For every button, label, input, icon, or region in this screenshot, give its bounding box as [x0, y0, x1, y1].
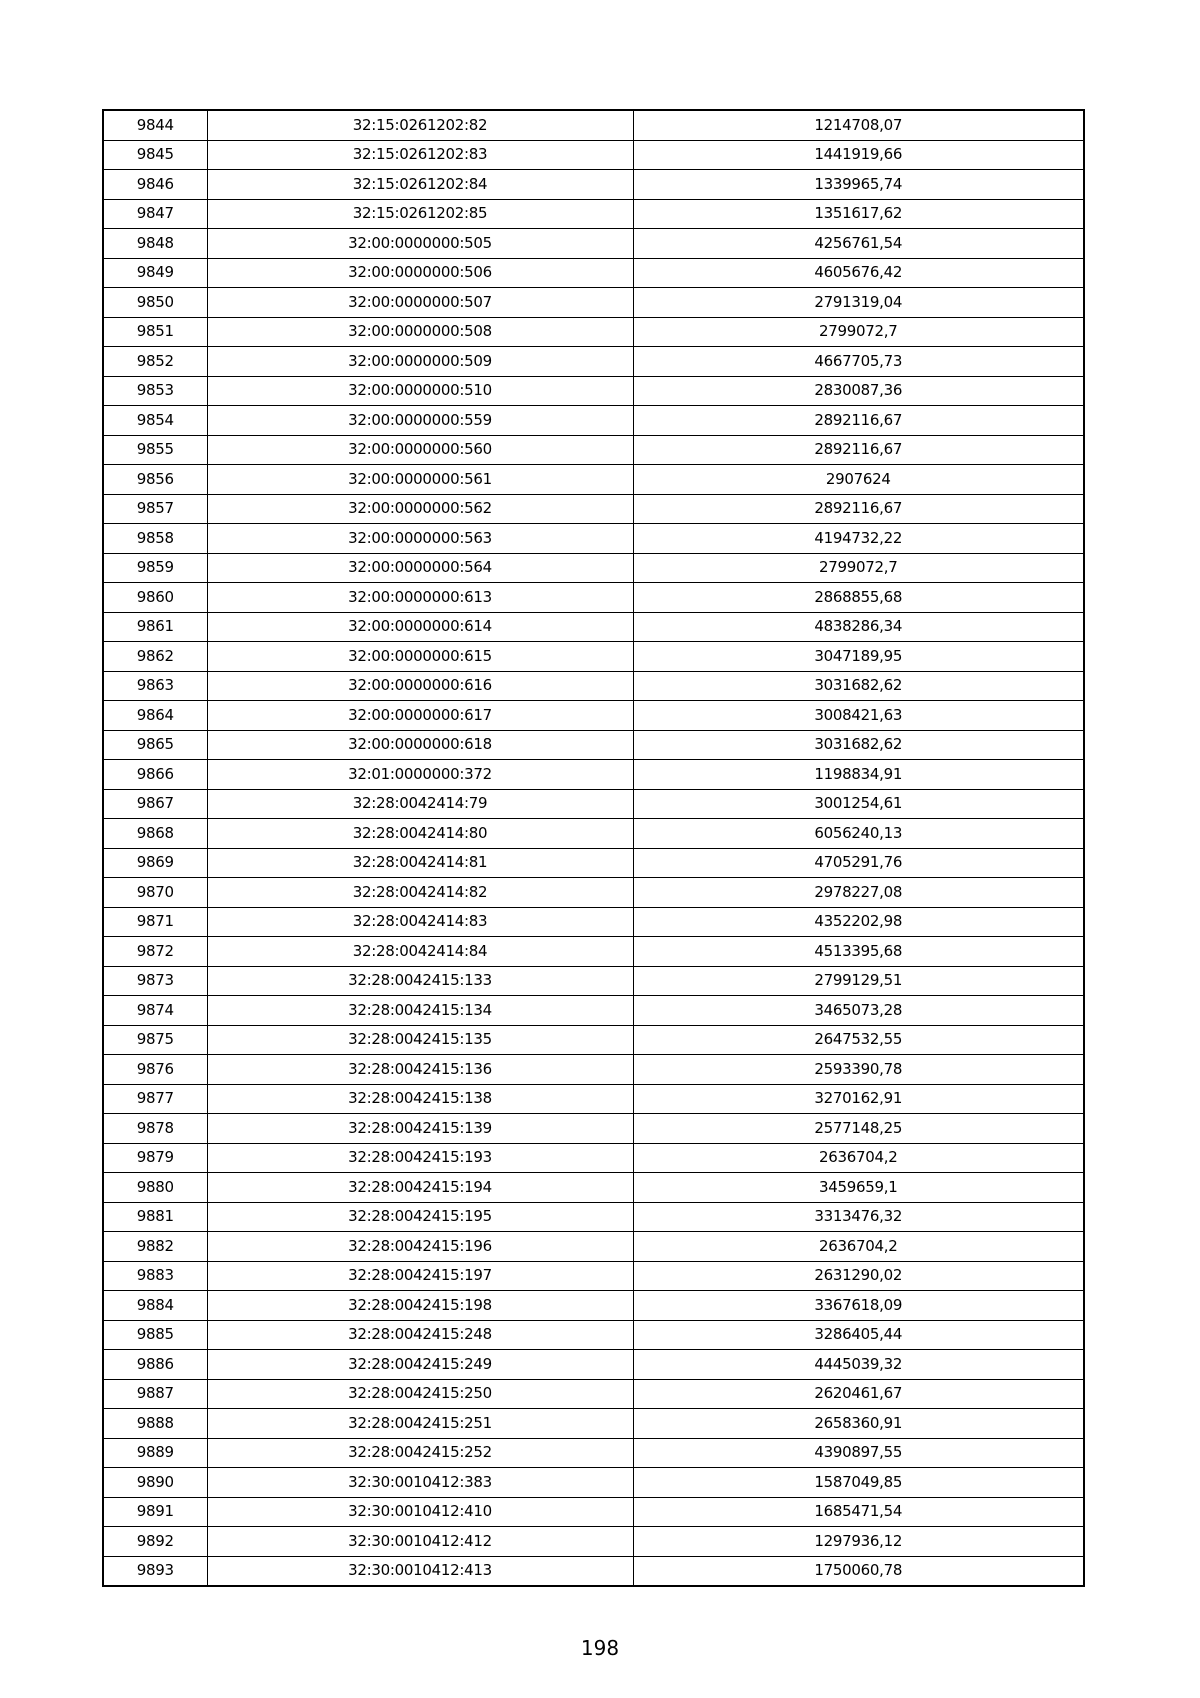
cadastral-number-cell: 32:00:0000000:564	[207, 553, 633, 583]
cadastral-number-cell: 32:00:0000000:507	[207, 288, 633, 318]
row-number-cell: 9844	[103, 110, 207, 140]
cadastral-value-cell: 4605676,42	[633, 258, 1084, 288]
cadastral-value-cell: 3031682,62	[633, 671, 1084, 701]
table-row	[103, 937, 1084, 967]
row-number-cell: 9875	[103, 1025, 207, 1055]
cadastral-number-cell: 32:28:0042415:133	[207, 966, 633, 996]
cadastral-number-cell: 32:28:0042415:196	[207, 1232, 633, 1262]
row-number-cell: 9871	[103, 907, 207, 937]
cadastral-number-cell: 32:01:0000000:372	[207, 760, 633, 790]
table-row	[103, 1025, 1084, 1055]
row-number-cell: 9878	[103, 1114, 207, 1144]
cadastral-number-cell: 32:00:0000000:618	[207, 730, 633, 760]
row-number-cell: 9876	[103, 1055, 207, 1085]
cadastral-number-cell: 32:00:0000000:617	[207, 701, 633, 731]
cadastral-value-cell: 4513395,68	[633, 937, 1084, 967]
row-number-cell: 9873	[103, 966, 207, 996]
row-number-cell: 9851	[103, 317, 207, 347]
cadastral-number-cell: 32:15:0261202:82	[207, 110, 633, 140]
cadastral-number-cell: 32:28:0042415:139	[207, 1114, 633, 1144]
table-row	[103, 170, 1084, 200]
cadastral-number-cell: 32:28:0042415:252	[207, 1438, 633, 1468]
table-row	[103, 229, 1084, 259]
row-number-cell: 9859	[103, 553, 207, 583]
cadastral-value-cell: 4838286,34	[633, 612, 1084, 642]
cadastral-value-cell: 3286405,44	[633, 1320, 1084, 1350]
row-number-cell: 9847	[103, 199, 207, 229]
cadastral-number-cell: 32:00:0000000:560	[207, 435, 633, 465]
cadastral-value-cell: 2830087,36	[633, 376, 1084, 406]
table-row	[103, 878, 1084, 908]
cadastral-number-cell: 32:28:0042415:249	[207, 1350, 633, 1380]
cadastral-value-cell: 1297936,12	[633, 1527, 1084, 1557]
table-row	[103, 524, 1084, 554]
table-row	[103, 140, 1084, 170]
cadastral-number-cell: 32:28:0042414:79	[207, 789, 633, 819]
cadastral-value-cell: 1198834,91	[633, 760, 1084, 790]
row-number-cell: 9872	[103, 937, 207, 967]
table-row	[103, 1114, 1084, 1144]
table-row	[103, 258, 1084, 288]
cadastral-number-cell: 32:28:0042415:194	[207, 1173, 633, 1203]
row-number-cell: 9850	[103, 288, 207, 318]
cadastral-value-cell: 2636704,2	[633, 1232, 1084, 1262]
table-row	[103, 848, 1084, 878]
cadastral-number-cell: 32:28:0042415:138	[207, 1084, 633, 1114]
row-number-cell: 9893	[103, 1556, 207, 1586]
row-number-cell: 9887	[103, 1379, 207, 1409]
table-row	[103, 494, 1084, 524]
cadastral-number-cell: 32:15:0261202:83	[207, 140, 633, 170]
table-row	[103, 1291, 1084, 1321]
cadastral-value-cell: 1441919,66	[633, 140, 1084, 170]
table-row	[103, 996, 1084, 1026]
row-number-cell: 9849	[103, 258, 207, 288]
cadastral-number-cell: 32:15:0261202:85	[207, 199, 633, 229]
cadastral-number-cell: 32:30:0010412:413	[207, 1556, 633, 1586]
row-number-cell: 9874	[103, 996, 207, 1026]
table-row	[103, 1409, 1084, 1439]
table-row	[103, 1202, 1084, 1232]
cadastral-value-cell: 2577148,25	[633, 1114, 1084, 1144]
cadastral-value-table	[102, 109, 1085, 1587]
cadastral-value-cell: 3047189,95	[633, 642, 1084, 672]
row-number-cell: 9845	[103, 140, 207, 170]
table-row	[103, 1379, 1084, 1409]
cadastral-value-cell: 2978227,08	[633, 878, 1084, 908]
table-row	[103, 1232, 1084, 1262]
cadastral-value-cell: 1339965,74	[633, 170, 1084, 200]
table-row	[103, 406, 1084, 436]
cadastral-value-cell: 1351617,62	[633, 199, 1084, 229]
row-number-cell: 9891	[103, 1497, 207, 1527]
row-number-cell: 9870	[103, 878, 207, 908]
table-row	[103, 1173, 1084, 1203]
row-number-cell: 9888	[103, 1409, 207, 1439]
cadastral-number-cell: 32:28:0042415:250	[207, 1379, 633, 1409]
row-number-cell: 9848	[103, 229, 207, 259]
cadastral-number-cell: 32:00:0000000:562	[207, 494, 633, 524]
cadastral-number-cell: 32:00:0000000:505	[207, 229, 633, 259]
cadastral-number-cell: 32:00:0000000:508	[207, 317, 633, 347]
row-number-cell: 9846	[103, 170, 207, 200]
cadastral-value-cell: 2658360,91	[633, 1409, 1084, 1439]
cadastral-value-cell: 2907624	[633, 465, 1084, 495]
table-row	[103, 760, 1084, 790]
cadastral-value-cell: 2799129,51	[633, 966, 1084, 996]
row-number-cell: 9885	[103, 1320, 207, 1350]
cadastral-number-cell: 32:28:0042415:197	[207, 1261, 633, 1291]
row-number-cell: 9882	[103, 1232, 207, 1262]
table-row	[103, 819, 1084, 849]
cadastral-number-cell: 32:00:0000000:563	[207, 524, 633, 554]
cadastral-value-cell: 2868855,68	[633, 583, 1084, 613]
table-row	[103, 1055, 1084, 1085]
row-number-cell: 9879	[103, 1143, 207, 1173]
cadastral-value-cell: 4667705,73	[633, 347, 1084, 377]
table-row	[103, 199, 1084, 229]
table-row	[103, 671, 1084, 701]
cadastral-value-cell: 2799072,7	[633, 317, 1084, 347]
row-number-cell: 9854	[103, 406, 207, 436]
table-row	[103, 612, 1084, 642]
cadastral-value-cell: 1750060,78	[633, 1556, 1084, 1586]
row-number-cell: 9886	[103, 1350, 207, 1380]
cadastral-number-cell: 32:28:0042415:248	[207, 1320, 633, 1350]
cadastral-value-cell: 3313476,32	[633, 1202, 1084, 1232]
table-row	[103, 110, 1084, 140]
table-row	[103, 1497, 1084, 1527]
cadastral-number-cell: 32:30:0010412:412	[207, 1527, 633, 1557]
cadastral-value-cell: 2791319,04	[633, 288, 1084, 318]
table-row	[103, 1143, 1084, 1173]
table-row	[103, 966, 1084, 996]
cadastral-value-cell: 3031682,62	[633, 730, 1084, 760]
row-number-cell: 9866	[103, 760, 207, 790]
row-number-cell: 9864	[103, 701, 207, 731]
cadastral-number-cell: 32:28:0042414:84	[207, 937, 633, 967]
table-row	[103, 553, 1084, 583]
row-number-cell: 9853	[103, 376, 207, 406]
row-number-cell: 9868	[103, 819, 207, 849]
cadastral-number-cell: 32:28:0042415:193	[207, 1143, 633, 1173]
cadastral-value-cell: 6056240,13	[633, 819, 1084, 849]
cadastral-number-cell: 32:15:0261202:84	[207, 170, 633, 200]
cadastral-value-cell: 4194732,22	[633, 524, 1084, 554]
cadastral-value-cell: 3008421,63	[633, 701, 1084, 731]
cadastral-value-cell: 1587049,85	[633, 1468, 1084, 1498]
cadastral-value-cell: 4705291,76	[633, 848, 1084, 878]
cadastral-number-cell: 32:30:0010412:410	[207, 1497, 633, 1527]
cadastral-value-cell: 1214708,07	[633, 110, 1084, 140]
row-number-cell: 9856	[103, 465, 207, 495]
cadastral-value-cell: 2799072,7	[633, 553, 1084, 583]
cadastral-value-cell: 2620461,67	[633, 1379, 1084, 1409]
cadastral-value-cell: 2631290,02	[633, 1261, 1084, 1291]
table-row	[103, 730, 1084, 760]
row-number-cell: 9881	[103, 1202, 207, 1232]
row-number-cell: 9855	[103, 435, 207, 465]
cadastral-value-cell: 2593390,78	[633, 1055, 1084, 1085]
cadastral-value-cell: 3001254,61	[633, 789, 1084, 819]
table-row	[103, 435, 1084, 465]
cadastral-number-cell: 32:00:0000000:613	[207, 583, 633, 613]
table-row	[103, 642, 1084, 672]
cadastral-number-cell: 32:00:0000000:614	[207, 612, 633, 642]
table-row	[103, 701, 1084, 731]
row-number-cell: 9877	[103, 1084, 207, 1114]
cadastral-number-cell: 32:28:0042414:83	[207, 907, 633, 937]
cadastral-number-cell: 32:00:0000000:506	[207, 258, 633, 288]
row-number-cell: 9858	[103, 524, 207, 554]
cadastral-value-cell: 2892116,67	[633, 494, 1084, 524]
row-number-cell: 9863	[103, 671, 207, 701]
row-number-cell: 9852	[103, 347, 207, 377]
table-row	[103, 1261, 1084, 1291]
row-number-cell: 9883	[103, 1261, 207, 1291]
cadastral-value-cell: 2892116,67	[633, 406, 1084, 436]
table-row	[103, 1438, 1084, 1468]
table-row	[103, 376, 1084, 406]
cadastral-number-cell: 32:28:0042415:251	[207, 1409, 633, 1439]
cadastral-number-cell: 32:28:0042414:82	[207, 878, 633, 908]
row-number-cell: 9862	[103, 642, 207, 672]
cadastral-number-cell: 32:28:0042415:135	[207, 1025, 633, 1055]
row-number-cell: 9869	[103, 848, 207, 878]
row-number-cell: 9857	[103, 494, 207, 524]
cadastral-number-cell: 32:28:0042415:195	[207, 1202, 633, 1232]
cadastral-number-cell: 32:30:0010412:383	[207, 1468, 633, 1498]
table-row	[103, 347, 1084, 377]
table-row	[103, 583, 1084, 613]
cadastral-number-cell: 32:00:0000000:509	[207, 347, 633, 377]
table-row	[103, 907, 1084, 937]
row-number-cell: 9865	[103, 730, 207, 760]
row-number-cell: 9884	[103, 1291, 207, 1321]
table-row	[103, 1468, 1084, 1498]
cadastral-number-cell: 32:28:0042414:80	[207, 819, 633, 849]
table-body	[103, 110, 1084, 1586]
row-number-cell: 9892	[103, 1527, 207, 1557]
cadastral-number-cell: 32:28:0042415:134	[207, 996, 633, 1026]
cadastral-number-cell: 32:00:0000000:615	[207, 642, 633, 672]
row-number-cell: 9860	[103, 583, 207, 613]
cadastral-value-cell: 1685471,54	[633, 1497, 1084, 1527]
cadastral-number-cell: 32:00:0000000:561	[207, 465, 633, 495]
row-number-cell: 9890	[103, 1468, 207, 1498]
cadastral-number-cell: 32:00:0000000:616	[207, 671, 633, 701]
cadastral-value-cell: 2647532,55	[633, 1025, 1084, 1055]
table-row	[103, 1527, 1084, 1557]
row-number-cell: 9861	[103, 612, 207, 642]
table-row	[103, 1556, 1084, 1586]
cadastral-value-cell: 2892116,67	[633, 435, 1084, 465]
cadastral-value-cell: 2636704,2	[633, 1143, 1084, 1173]
cadastral-value-cell: 4390897,55	[633, 1438, 1084, 1468]
cadastral-value-cell: 4352202,98	[633, 907, 1084, 937]
row-number-cell: 9880	[103, 1173, 207, 1203]
row-number-cell: 9889	[103, 1438, 207, 1468]
cadastral-value-cell: 3367618,09	[633, 1291, 1084, 1321]
table-row	[103, 288, 1084, 318]
table-row	[103, 1350, 1084, 1380]
table-row	[103, 465, 1084, 495]
page-number: 198	[580, 1636, 620, 1660]
cadastral-value-cell: 3459659,1	[633, 1173, 1084, 1203]
cadastral-number-cell: 32:00:0000000:559	[207, 406, 633, 436]
cadastral-value-cell: 4256761,54	[633, 229, 1084, 259]
table-row	[103, 789, 1084, 819]
cadastral-number-cell: 32:00:0000000:510	[207, 376, 633, 406]
cadastral-number-cell: 32:28:0042415:198	[207, 1291, 633, 1321]
cadastral-value-cell: 4445039,32	[633, 1350, 1084, 1380]
cadastral-value-cell: 3465073,28	[633, 996, 1084, 1026]
row-number-cell: 9867	[103, 789, 207, 819]
cadastral-number-cell: 32:28:0042415:136	[207, 1055, 633, 1085]
table-row	[103, 1084, 1084, 1114]
table-row	[103, 1320, 1084, 1350]
table-row	[103, 317, 1084, 347]
cadastral-value-cell: 3270162,91	[633, 1084, 1084, 1114]
cadastral-number-cell: 32:28:0042414:81	[207, 848, 633, 878]
